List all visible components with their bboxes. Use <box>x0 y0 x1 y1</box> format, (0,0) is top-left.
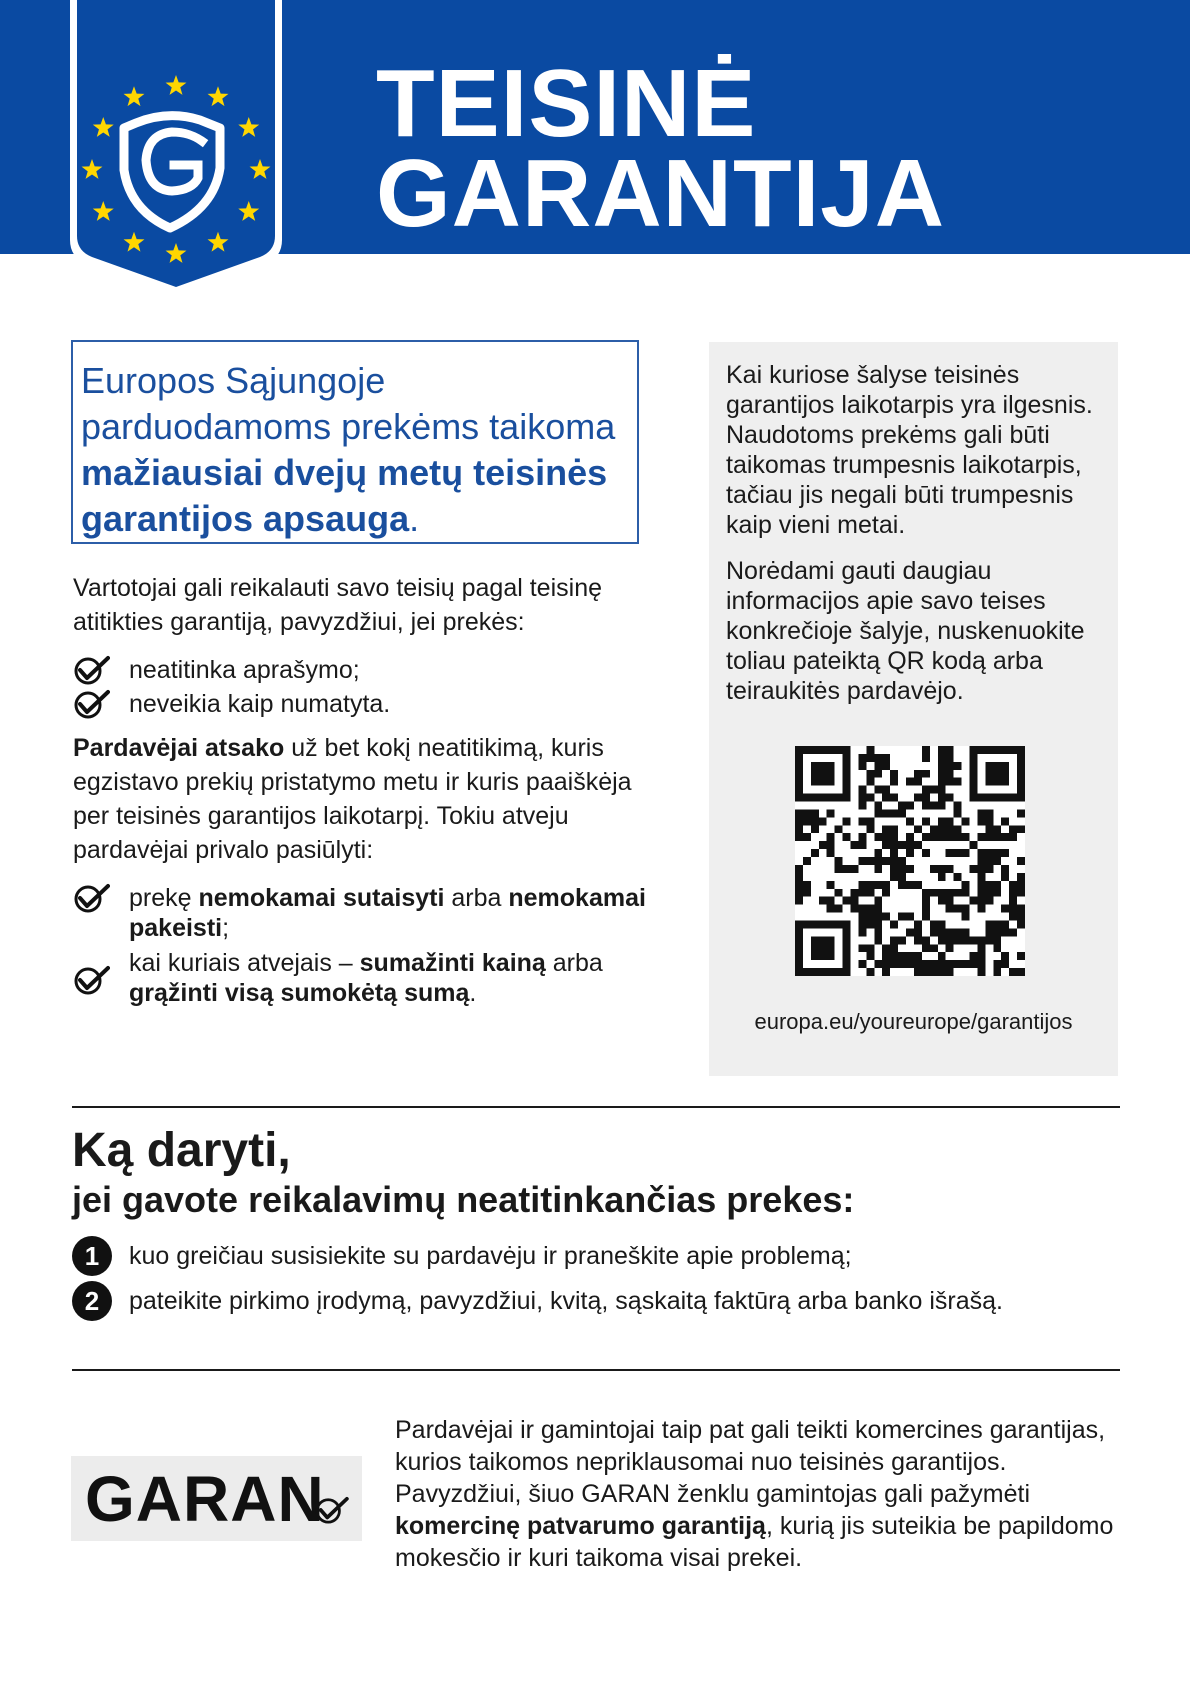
remedy-text <box>129 948 649 1008</box>
remedy-item <box>72 948 652 1010</box>
check-icon <box>313 1496 349 1524</box>
what-to-do-subheading: jei gavote reikalavimų neatitinkančias prekes: <box>72 1179 855 1220</box>
remedy-text <box>129 883 649 943</box>
title-line-2: GARANTIJA <box>376 140 946 247</box>
garan-logo <box>71 1456 362 1541</box>
section-divider <box>72 1369 1120 1371</box>
title-line-1: TEISINĖ <box>376 50 757 157</box>
step-item <box>72 1236 1132 1280</box>
list-item-text: neveikia kaip numatyta. <box>129 690 391 718</box>
check-icon <box>72 689 110 719</box>
check-icon <box>72 883 110 913</box>
what-to-do-heading: Ką daryti, <box>72 1124 291 1177</box>
qr-code-icon[interactable] <box>795 746 1025 976</box>
section-divider <box>72 1106 1120 1108</box>
text-run: Pardavėjai ir gamintojai taip pat gali teikti komercines garantijas, kurios taikomos nepriklausomai nuo teisinės garantijos. Pavyzdžiui, šiuo GARAN ženklu gamintojas gali pažymėti <box>395 1416 1106 1508</box>
info-paragraph-1: Kai kuriose šalyse teisinės garantijos laikotarpis yra ilgesnis. Naudotoms prekėms gali būti taikomas trumpesnis laikotarpis, tačiau jis negali būti trumpesnis kaip vieni metai. <box>726 361 1093 539</box>
intro-callout <box>71 340 639 544</box>
intro-text: Europos Sąjungoje parduodamoms prekėms taikoma <box>81 360 616 447</box>
rights-paragraph: Vartotojai gali reikalauti savo teisių pagal teisinę atitikties garantiją, pavyzdžiui, jei prekės: <box>73 574 603 636</box>
text-run: prekę <box>129 884 199 912</box>
sellers-lead: Pardavėjai atsako <box>73 734 285 762</box>
garan-logo-text: GARAN <box>85 1463 325 1535</box>
text-run-bold: komercinę patvarumo garantiją <box>395 1512 766 1540</box>
sellers-text: už bet kokį neatitikimą, kuris egzistavo prekių pristatymo metu ir kuris paaiškėja per teisinės garantijos laikotarpį. Tokiu atveju pardavėjai privalo pasiūlyti: <box>73 734 632 864</box>
info-url-link[interactable]: europa.eu/youreurope/garantijos <box>754 1009 1073 1034</box>
step-number-badge: 1 <box>72 1236 112 1276</box>
text-run-bold: sumažinti kainą <box>359 949 546 977</box>
info-panel <box>709 342 1118 1076</box>
sellers-paragraph <box>73 731 653 867</box>
check-icon <box>72 965 110 995</box>
step-text: pateikite pirkimo įrodymą, pavyzdžiui, kvitą, sąskaitą faktūrą arba banko išrašą. <box>129 1287 1003 1315</box>
check-icon <box>72 655 110 685</box>
text-run-bold: grąžinti visą sumokėtą sumą <box>129 979 470 1007</box>
text-run: . <box>469 979 477 1007</box>
remedy-item <box>72 883 652 945</box>
text-run: ; <box>222 914 230 942</box>
eu-guarantee-emblem-icon <box>68 0 284 296</box>
intro-highlight: mažiausiai dvejų metų teisinės garantijos apsauga <box>81 452 608 539</box>
step-number-badge: 2 <box>72 1281 112 1321</box>
commercial-guarantee-paragraph <box>395 1414 1125 1574</box>
info-paragraph-2: Norėdami gauti daugiau informacijos apie savo teises konkrečioje šalyje, nuskenuokite toliau pateiktą QR kodą arba teiraukitės pardavėjo. <box>726 557 1085 705</box>
text-run: kai kuriais atvejais – <box>129 949 360 977</box>
text-run-bold: nemokamai pakeisti <box>129 884 646 942</box>
intro-period: . <box>409 498 420 539</box>
text-run: , kurią jis suteikia be papildomo mokesčio ir kuri taikoma visai prekei. <box>395 1512 1114 1572</box>
text-run: arba <box>545 949 603 977</box>
list-item-text: neatitinka aprašymo; <box>129 656 360 684</box>
step-text: kuo greičiau susisiekite su pardavėju ir praneškite apie problemą; <box>129 1242 852 1270</box>
step-item <box>72 1281 1132 1325</box>
text-run: arba <box>444 884 509 912</box>
text-run-bold: nemokamai sutaisyti <box>198 884 445 912</box>
